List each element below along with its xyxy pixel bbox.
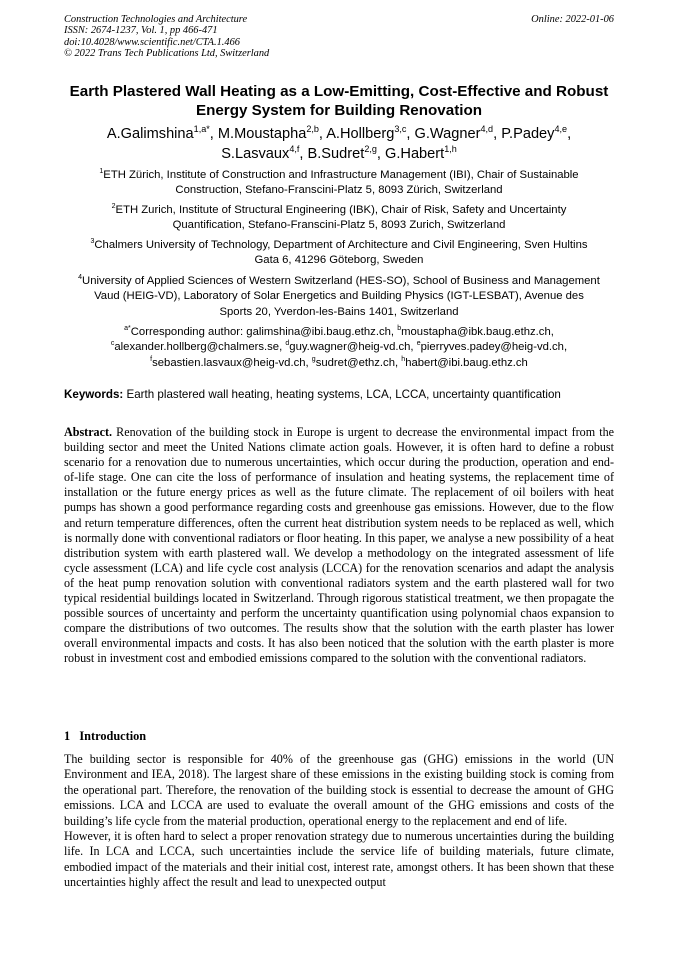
affiliation-2: $^2$ETH Zurich, Institute of Structural Engineering (IBK), Chair of Risk, Safety and Uncertainty Quantification, Stefano-Franscini-Platz 5, 8093 Zurich, Switzerland xyxy=(111,203,567,232)
abstract-label: Abstract. xyxy=(64,425,113,439)
paragraph: The building sector is responsible for 40% of the greenhouse gas (GHG) emissions in the world (UN Environment and IEA, 2018). The largest share of these emissions in the existing building stock is coming from the operational part. Therefore, the renovation of the building stock is essential to decrease the amount of GHG emissions. LCA and LCCA are used to evaluate the overall amount of the GHG emissions and costs of the building’s life cycle from the material production, operational energy to the replacement and end of life. xyxy=(64,752,614,828)
doi: doi:10.4028/www.scientific.net/CTA.1.466 xyxy=(64,36,240,48)
keywords xyxy=(64,388,614,401)
paper-title: Earth Plastered Wall Heating as a Low-Emitting, Cost-Effective and Robust Energy System for Building Renovation xyxy=(69,83,609,119)
affiliation-3: $^3$Chalmers University of Technology, Department of Architecture and Civil Engineering, Sven Hultins Gata 6, 41296 Göteborg, Sweden xyxy=(90,238,588,267)
running-header xyxy=(64,14,614,59)
keywords-label: Keywords: xyxy=(64,388,124,401)
author: G.Habert$^{1,h}$ xyxy=(385,144,457,162)
author: B.Sudret$^{2,g}$ xyxy=(307,144,377,162)
affiliation-1: $^1$ETH Zürich, Institute of Construction and Infrastructure Management (IBI), Chair of Sustainable Construction, Stefano-Franscini-Platz 5, 8093 Zürich, Switzerland xyxy=(99,168,579,197)
abstract-text: Renovation of the building stock in Europe is urgent to decrease the environmental impact from the building sector and meet the United Nations climate action goals. However, it is often hard to define a robust scenario for a renovation due to numerous uncertainties, which occur during the production, operation and end-of-life stage. One can cite the loss of performance of insulation and heating systems, the replacement time of installation or the future energy prices as well as the future climate. The replacement of oil boilers with heat pumps has shown a good performance regarding costs and greenhouse gas emissions. However, due to the flow and return temperature differences, often the current heat distribution system needs to be replaced as well, which is normally done with conventional radiators or floor heating. In this paper, we analyse a new possibility of a heat distribution system with earth plastered wall. We develop a methodology on the integrated assessment of life cycle assessment (LCA) and life cycle cost analysis (LCCA) for the renovation scenarios and adapt the analysis of the heat pump renovation solution with conventional radiators system and the earth plastered wall for two typical residential buildings located in Switzerland. Through rigorous statistical treatment, we then propagate the possible sources of uncertainty and perform the uncertainty quantification using polynomial chaos expansion to compare the distributions of two outcomes. The results show that the solution with the earth plaster has lower overall environmental impacts and costs. It has also been noticed that the solution with the earth plaster is more robust in investment cost and embodied emissions compared to the solution with the conventional radiators. xyxy=(64,425,614,666)
issn: ISSN: 2674-1237, Vol. 1, pp 466-471 xyxy=(64,25,218,37)
introduction-body xyxy=(64,752,614,891)
copyright: © 2022 Trans Tech Publications Ltd, Switzerland xyxy=(64,47,270,59)
author: A.Galimshina$^{1,a*}$ xyxy=(106,124,210,142)
section-heading: 1 Introduction xyxy=(64,729,147,743)
abstract xyxy=(64,425,614,667)
corresponding-emails: $^{a*}$Corresponding author: galimshina@ibi.baug.ethz.ch, $^b$moustapha@ibk.baug.ethz.ch, $^c$alexander.hollberg@chalmers.se, $^d$guy.wagner@heig-vd.ch, $^e$pierryves.padey@heig-vd.ch, $^f$sebastien.lasvaux@heig-vd.ch, $^g$sudret@ethz.ch, $^h$habert@ibi.baug.ethz.ch xyxy=(110,325,568,369)
keywords-text: Earth plastered wall heating, heating systems, LCA, LCCA, uncertainty quantification xyxy=(123,388,561,401)
author: G.Wagner$^{4,d}$ xyxy=(414,124,494,142)
journal-name: Construction Technologies and Architecture xyxy=(64,14,248,25)
affiliation-4: $^4$University of Applied Sciences of Western Switzerland (HES-SO), School of Business and Management Vaud (HEIG-VD), Laboratory of Solar Energetics and Building Physics (IGT-LESBAT), Avenue des Sports 20, Yverdon-les-Bains 1401, Switzerland xyxy=(78,274,600,318)
author: P.Padey$^{4,e}$ xyxy=(501,124,568,142)
author: S.Lasvaux$^{4,f}$ xyxy=(221,144,300,162)
author: M.Moustapha$^{2,b}$ xyxy=(217,124,319,142)
author: A.Hollberg$^{3,c}$ xyxy=(326,124,407,142)
author-list: A.Galimshina$^{1,a*}$, M.Moustapha$^{2,b}$, A.Hollberg$^{3,c}$, G.Wagner$^{4,d}$, P.Padey$^{4,e}$, S.Lasvaux$^{4,f}$, B.Sudret$^{2,g}$, G.Habert$^{1,h}$ xyxy=(106,124,572,162)
paragraph: However, it is often hard to select a proper renovation strategy due to numerous uncertainties during the building life. In LCA and LCCA, such uncertainties include the service life of building materials, future climate, embodied impact of the materials and their initial cost, interest rate, amongst others. It has been shown that these uncertainties highly affect the result and lead to unexpected output xyxy=(64,829,614,890)
online-date: Online: 2022-01-06 xyxy=(531,14,614,25)
